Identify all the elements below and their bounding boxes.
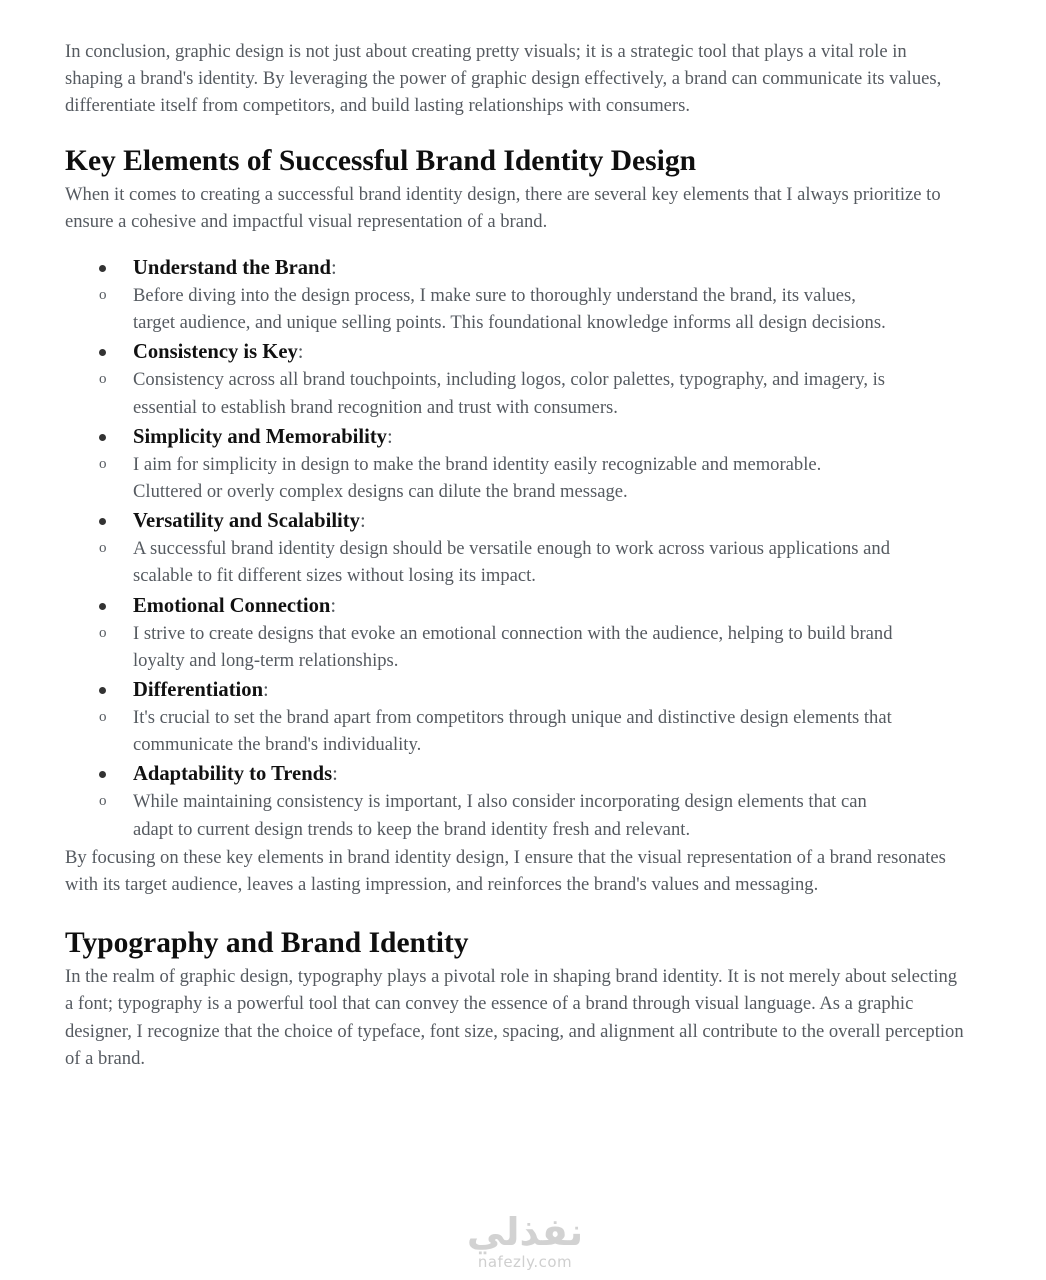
circle-bullet-icon: o <box>99 793 107 810</box>
watermark-url: nafezly.com <box>477 1253 573 1271</box>
bullet-icon <box>99 349 106 356</box>
list-item-description: o Consistency across all brand touchpoints, including logos, color palettes, typography, and imagery, is essential to establish brand recognition and trust with consumers. <box>65 366 965 420</box>
list-item-description: o I aim for simplicity in design to make the brand identity easily recognizable and memorable. Cluttered or overly complex designs can dilute the brand message. <box>65 451 965 505</box>
circle-bullet-icon: o <box>99 371 107 388</box>
list-item <box>65 759 965 789</box>
list-item-title: Understand the Brand: <box>133 257 337 280</box>
list-item-title: Emotional Connection: <box>133 594 337 617</box>
circle-bullet-icon: o <box>99 709 107 726</box>
key-elements-list <box>65 253 965 843</box>
typography-paragraph: In the realm of graphic design, typography plays a pivotal role in shaping brand identity. It is not merely about selecting a font; typography is a powerful tool that can convey the essence of a brand through visual language. As a graphic designer, I recognize that the choice of typeface, font size, spacing, and alignment all contribute to the overall perception of a brand. <box>65 966 964 1069</box>
list-item-title: Adaptability to Trends: <box>133 763 338 786</box>
intro-paragraph: In conclusion, graphic design is not just about creating pretty visuals; it is a strategic tool that plays a vital role in shaping a brand's identity. By leveraging the power of graphic design effectively, a brand can communicate its values, differentiate itself from competitors, and build lasting relationships with consumers. <box>65 41 942 117</box>
watermark <box>450 1210 600 1270</box>
list-item-description: o I strive to create designs that evoke an emotional connection with the audience, helping to build brand loyalty and long-term relationships. <box>65 620 965 674</box>
list-item <box>65 337 965 367</box>
bullet-icon <box>99 771 106 778</box>
list-item-title: Differentiation: <box>133 679 269 702</box>
list-item-description: o Before diving into the design process, I make sure to thoroughly understand the brand, its values, target audience, and unique selling points. This foundational knowledge informs all design decisions. <box>65 282 965 336</box>
list-item <box>65 675 965 705</box>
section-heading-key-elements: Key Elements of Successful Brand Identity Design <box>65 144 696 177</box>
list-item-description: o A successful brand identity design should be versatile enough to work across various applications and scalable to fit different sizes without losing its impact. <box>65 535 965 589</box>
section-heading-typography: Typography and Brand Identity <box>65 927 469 960</box>
watermark-logo: نفذلي <box>466 1210 584 1254</box>
list-item-title: Simplicity and Memorability: <box>133 425 393 448</box>
list-item-description: o It's crucial to set the brand apart from competitors through unique and distinctive design elements that communicate the brand's individuality. <box>65 704 965 758</box>
circle-bullet-icon: o <box>99 540 107 557</box>
section-intro-paragraph: When it comes to creating a successful brand identity design, there are several key elements that I always prioritize to ensure a cohesive and impactful visual representation of a brand. <box>65 183 941 232</box>
bullet-icon <box>99 265 106 272</box>
circle-bullet-icon: o <box>99 287 107 304</box>
list-item <box>65 422 965 452</box>
bullet-icon <box>99 603 106 610</box>
list-item-description: o While maintaining consistency is important, I also consider incorporating design elements that can adapt to current design trends to keep the brand identity fresh and relevant. <box>65 788 965 842</box>
section-closing-paragraph: By focusing on these key elements in brand identity design, I ensure that the visual representation of a brand resonates with its target audience, leaves a lasting impression, and reinforces the brand's values and messaging. <box>65 846 946 896</box>
bullet-icon <box>99 518 106 525</box>
list-item <box>65 506 965 536</box>
circle-bullet-icon: o <box>99 624 107 641</box>
list-item-title: Consistency is Key: <box>133 341 304 364</box>
list-item-title: Versatility and Scalability: <box>133 510 366 533</box>
document-page <box>65 38 965 1072</box>
bullet-icon <box>99 434 106 441</box>
list-item <box>65 591 965 621</box>
circle-bullet-icon: o <box>99 455 107 472</box>
list-item <box>65 253 965 283</box>
bullet-icon <box>99 687 106 694</box>
